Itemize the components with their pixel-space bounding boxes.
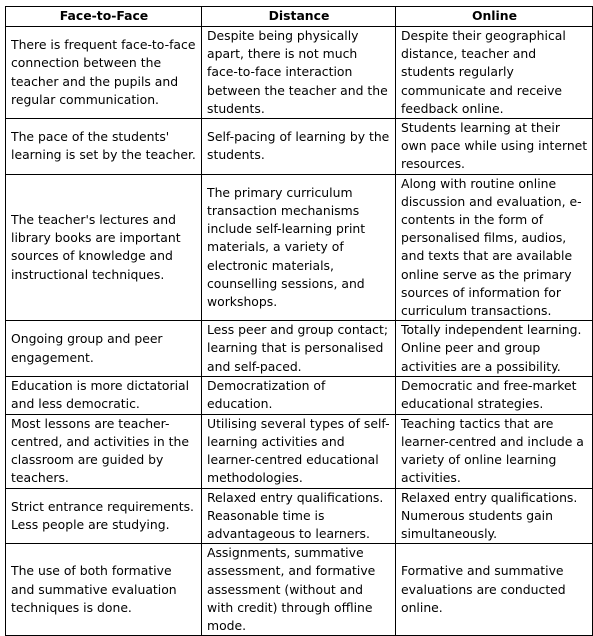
header-face-to-face: Face-to-Face (6, 7, 202, 27)
table-row (6, 544, 593, 636)
table-row (6, 488, 593, 544)
cell-face-to-face: Most lessons are teacher-centred, and activities in the classroom are guided by teachers. (6, 414, 202, 488)
cell-distance: Relaxed entry qualifications. Reasonable time is advantageous to learners. (202, 488, 396, 544)
table-row (6, 414, 593, 488)
header-distance: Distance (202, 7, 396, 27)
cell-online: Teaching tactics that are learner-centred and include a variety of online learning activities. (396, 414, 593, 488)
cell-face-to-face: Education is more dictatorial and less democratic. (6, 376, 202, 414)
cell-distance: Utilising several types of self-learning activities and learner-centred educational methodologies. (202, 414, 396, 488)
cell-online: Students learning at their own pace while using internet resources. (396, 119, 593, 175)
cell-distance: Less peer and group contact; learning that is personalised and self-paced. (202, 321, 396, 377)
header-online: Online (396, 7, 593, 27)
cell-online: Along with routine online discussion and evaluation, e-contents in the form of personalised films, audios, and texts that are available online serve as the primary sources of information for curriculum transactions. (396, 174, 593, 321)
cell-online: Democratic and free-market educational strategies. (396, 376, 593, 414)
cell-face-to-face: The teacher's lectures and library books are important sources of knowledge and instructional techniques. (6, 174, 202, 321)
cell-distance: The primary curriculum transaction mechanisms include self-learning print materials, a variety of electronic materials, counselling sessions, and workshops. (202, 174, 396, 321)
cell-face-to-face: There is frequent face-to-face connection between the teacher and the pupils and regular communication. (6, 27, 202, 119)
cell-online: Formative and summative evaluations are conducted online. (396, 544, 593, 636)
comparison-table (5, 6, 593, 636)
table-row (6, 27, 593, 119)
cell-distance: Despite being physically apart, there is not much face-to-face interaction between the teacher and the students. (202, 27, 396, 119)
cell-face-to-face: Strict entrance requirements. Less people are studying. (6, 488, 202, 544)
table-row (6, 119, 593, 175)
cell-distance: Assignments, summative assessment, and formative assessment (without and with credit) through offline mode. (202, 544, 396, 636)
cell-face-to-face: The use of both formative and summative evaluation techniques is done. (6, 544, 202, 636)
cell-face-to-face: The pace of the students' learning is set by the teacher. (6, 119, 202, 175)
cell-online: Despite their geographical distance, teacher and students regularly communicate and receive feedback online. (396, 27, 593, 119)
table-row (6, 376, 593, 414)
cell-distance: Democratization of education. (202, 376, 396, 414)
table-row (6, 174, 593, 321)
cell-face-to-face: Ongoing group and peer engagement. (6, 321, 202, 377)
table-row (6, 321, 593, 377)
cell-online: Relaxed entry qualifications. Numerous students gain simultaneously. (396, 488, 593, 544)
cell-distance: Self-pacing of learning by the students. (202, 119, 396, 175)
cell-online: Totally independent learning. Online peer and group activities are a possibility. (396, 321, 593, 377)
header-row (6, 7, 593, 27)
